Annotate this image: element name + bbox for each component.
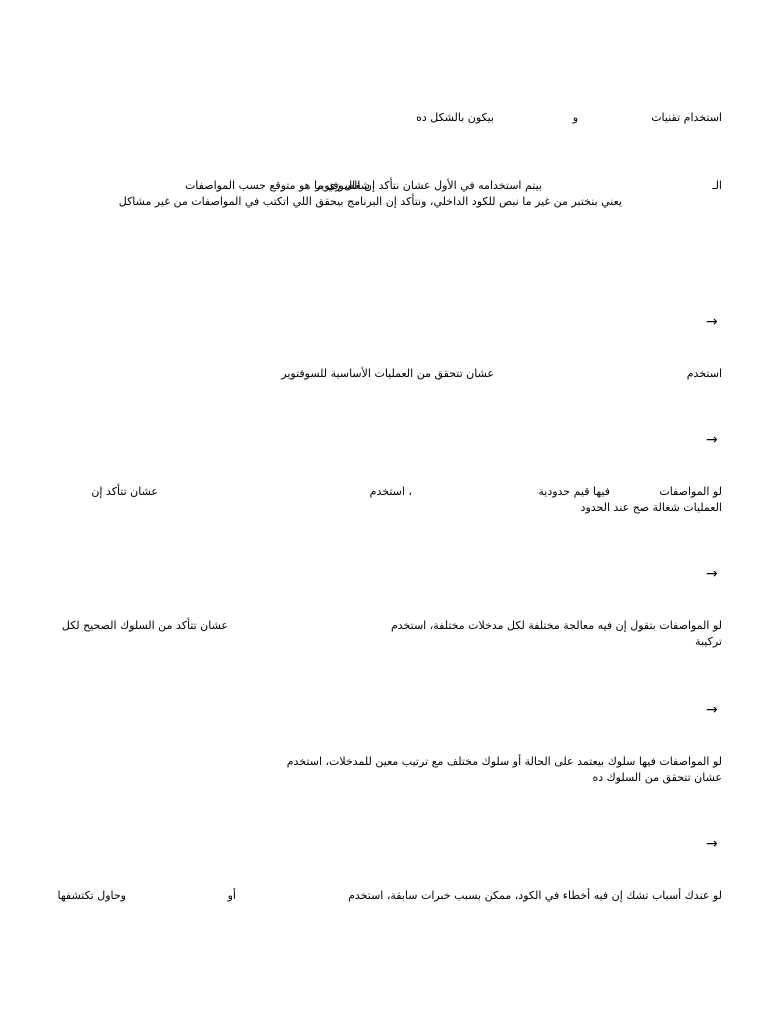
arrow-icon: → xyxy=(706,314,718,330)
intro-text-1: استخدام تقنيات xyxy=(651,111,722,124)
point-2-text-3: ، استخدم xyxy=(369,485,412,498)
point-5-text-2: أو xyxy=(227,889,236,902)
point-3-text-2: عشان تتأكد من السلوك الصحيح لكل xyxy=(61,619,228,632)
arrow-icon: → xyxy=(706,836,718,852)
description-text-3: شغال زي ما هو متوقع حسب المواصفات xyxy=(184,179,370,192)
point-3-text-line2: تركيبة xyxy=(695,635,722,648)
point-1-text-1: استخدم xyxy=(686,367,722,380)
intro-text-3: بيكون بالشكل ده xyxy=(416,111,494,124)
point-4-text-1: لو المواصفات فيها سلوك بيعتمد على الحالة أو سلوك مختلف مع ترتيب معين للمدخلات، استخدم xyxy=(286,755,722,768)
description-text-2: بيتم استخدامه في الأول عشان نتأكد إن السوفتوير xyxy=(315,179,542,192)
point-2-text-line2: العمليات شغالة صح عند الحدود xyxy=(580,501,722,514)
description-text-line2: يعني بنختبر من غير ما نبص للكود الداخلي، ونتأكد إن البرنامج بيحقق اللي اتكتب في المواصفات من غير مشاكل xyxy=(118,195,622,208)
point-2-text-4: عشان تتأكد إن xyxy=(91,485,158,498)
point-3-text-1: لو المواصفات بتقول إن فيه معالجة مختلفة لكل مدخلات مختلفة، استخدم xyxy=(390,619,722,632)
point-2-text-1: لو المواصفات xyxy=(659,485,722,498)
arrow-icon: → xyxy=(706,702,718,718)
arrow-icon: → xyxy=(706,432,718,448)
description-text-1: الـ xyxy=(712,179,722,192)
point-5-text-3: وحاول تكتشفها xyxy=(57,889,126,902)
point-5-text-1: لو عندك أسباب تشك إن فيه أخطاء في الكود، ممكن بسبب خبرات سابقة، استخدم xyxy=(348,889,722,902)
intro-text-2: و xyxy=(572,111,578,124)
point-4-text-line2: عشان تتحقق من السلوك ده xyxy=(592,771,722,784)
arrow-icon: → xyxy=(706,566,718,582)
point-2-text-2: فيها قيم حدودية xyxy=(538,485,610,498)
point-1-text-2: عشان تتحقق من العمليات الأساسية للسوفتوير xyxy=(281,367,494,380)
